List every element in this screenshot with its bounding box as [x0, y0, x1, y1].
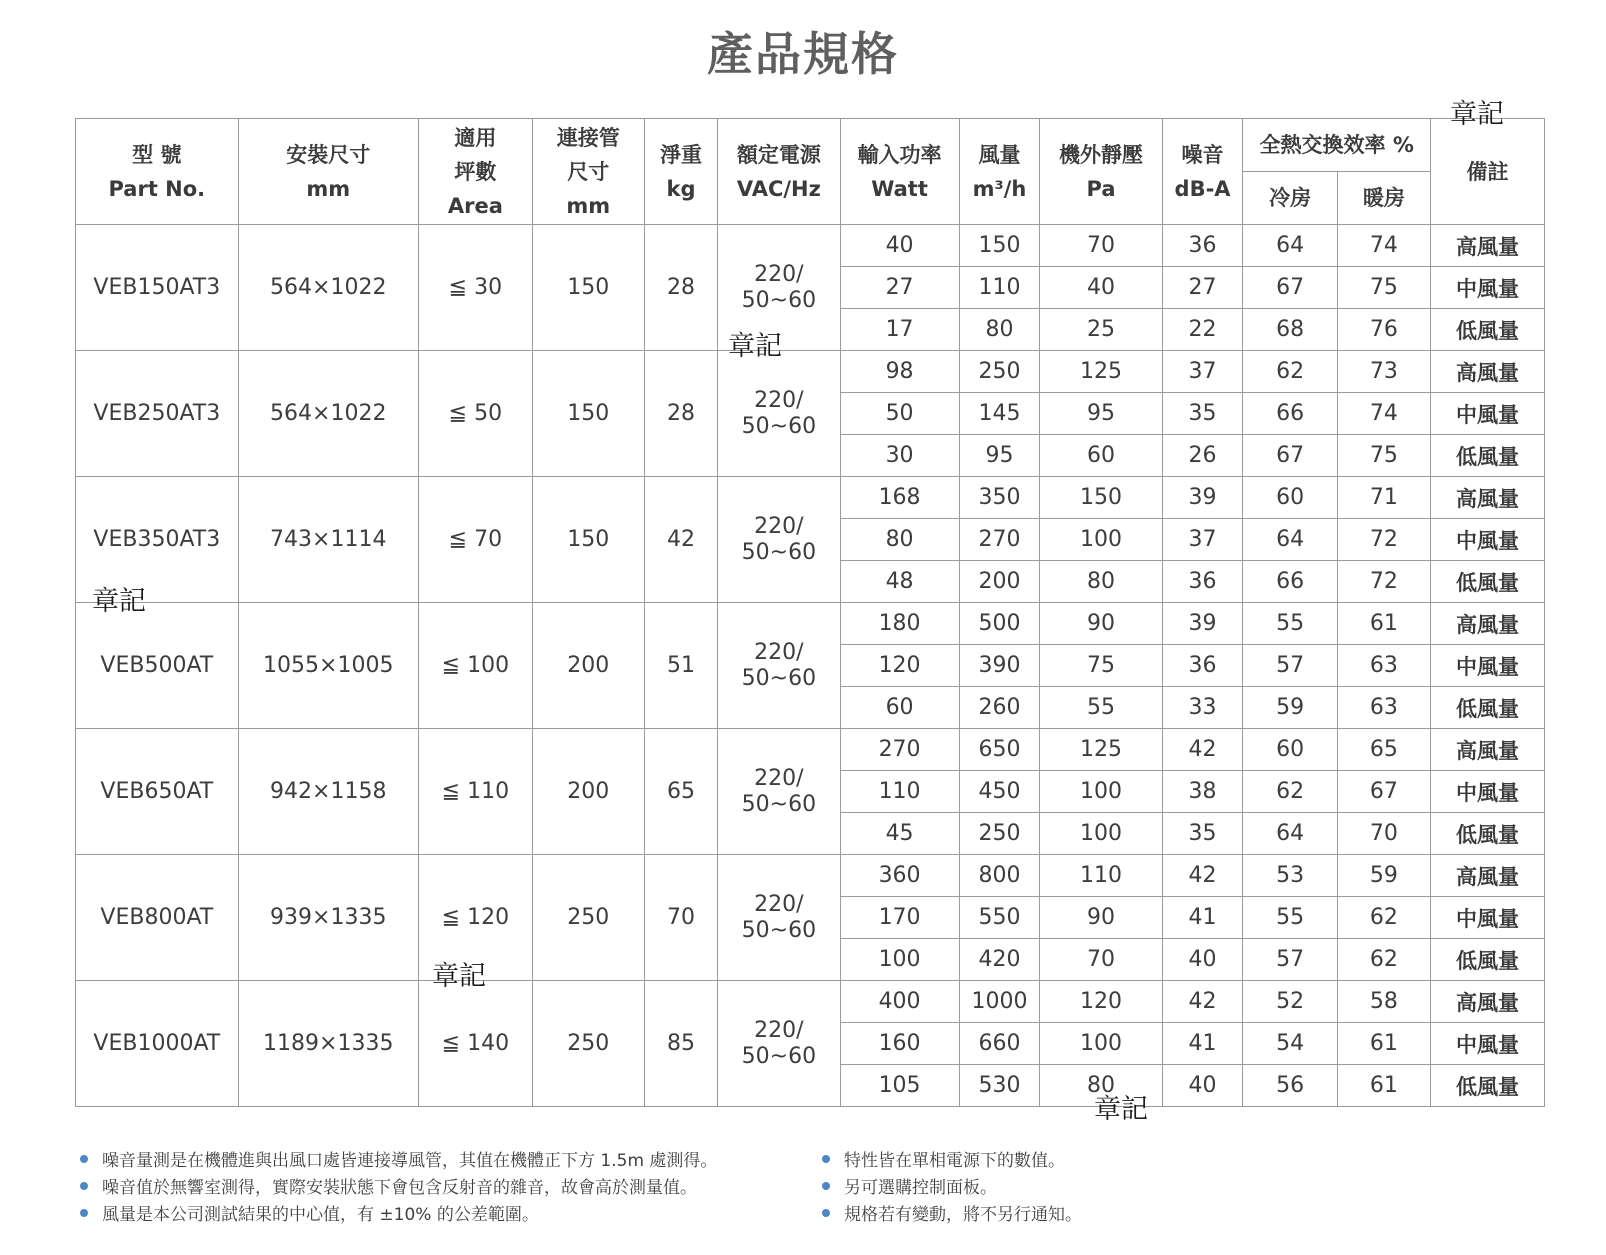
cell-remarks: 低風量	[1430, 813, 1544, 855]
cell-static-pressure: 100	[1040, 1023, 1162, 1065]
cell-cooling: 57	[1243, 939, 1337, 981]
table-row	[76, 477, 1545, 519]
table-row	[76, 225, 1545, 267]
cell-static-pressure: 125	[1040, 351, 1162, 393]
cell-power-supply	[718, 477, 840, 603]
cell-heating: 73	[1337, 351, 1430, 393]
cell-area: ≦ 50	[418, 351, 532, 477]
cell-watt: 170	[840, 897, 959, 939]
cell-noise: 26	[1162, 435, 1243, 477]
cell-noise: 42	[1162, 855, 1243, 897]
cell-size: 939×1335	[238, 855, 418, 981]
bullet-icon	[80, 1182, 88, 1190]
cell-noise: 39	[1162, 477, 1243, 519]
cell-size: 743×1114	[238, 477, 418, 603]
cell-area: ≦ 140	[418, 981, 532, 1107]
cell-remarks: 低風量	[1430, 1065, 1544, 1107]
bullet-icon	[80, 1209, 88, 1217]
bullet-icon	[80, 1155, 88, 1163]
cell-remarks: 中風量	[1430, 267, 1544, 309]
cell-watt: 110	[840, 771, 959, 813]
header-efficiency: 全熱交換效率 %	[1243, 119, 1431, 172]
cell-area: ≦ 70	[418, 477, 532, 603]
cell-watt: 98	[840, 351, 959, 393]
cell-power-supply	[718, 351, 840, 477]
cell-static-pressure: 95	[1040, 393, 1162, 435]
header-weight: 淨重 kg	[644, 119, 718, 225]
header-static-pressure: 機外靜壓 Pa	[1040, 119, 1162, 225]
bullet-icon	[822, 1209, 830, 1217]
cell-remarks: 低風量	[1430, 309, 1544, 351]
cell-heating: 59	[1337, 855, 1430, 897]
cell-airflow: 110	[959, 267, 1040, 309]
stamp-mark: 章記	[432, 961, 486, 992]
cell-remarks: 中風量	[1430, 771, 1544, 813]
cell-part-no: VEB150AT3	[76, 225, 239, 351]
cell-airflow: 260	[959, 687, 1040, 729]
cell-weight: 28	[644, 351, 718, 477]
cell-airflow: 250	[959, 813, 1040, 855]
notes-right	[822, 1148, 1082, 1229]
cell-heating: 63	[1337, 645, 1430, 687]
cell-cooling: 60	[1243, 477, 1337, 519]
cell-cooling: 64	[1243, 813, 1337, 855]
cell-heating: 62	[1337, 897, 1430, 939]
cell-cooling: 68	[1243, 309, 1337, 351]
cell-noise: 27	[1162, 267, 1243, 309]
cell-remarks: 高風量	[1430, 729, 1544, 771]
stamp-mark: 章記	[1094, 1094, 1148, 1125]
cell-airflow: 550	[959, 897, 1040, 939]
power-supply-frequency: 50~60	[741, 539, 817, 565]
cell-duct: 150	[532, 351, 644, 477]
cell-part-no: VEB350AT3	[76, 477, 239, 603]
cell-remarks: 低風量	[1430, 687, 1544, 729]
header-duct: 連接管 尺寸 mm	[532, 119, 644, 225]
header-area: 適用 坪數 Area	[418, 119, 532, 225]
cell-static-pressure: 80	[1040, 1065, 1162, 1107]
cell-heating: 72	[1337, 561, 1430, 603]
cell-noise: 39	[1162, 603, 1243, 645]
cell-noise: 41	[1162, 897, 1243, 939]
cell-airflow: 95	[959, 435, 1040, 477]
cell-cooling: 55	[1243, 603, 1337, 645]
cell-size: 564×1022	[238, 351, 418, 477]
cell-airflow: 80	[959, 309, 1040, 351]
cell-remarks: 高風量	[1430, 477, 1544, 519]
cell-size: 1055×1005	[238, 603, 418, 729]
header-input-power: 輸入功率 Watt	[840, 119, 959, 225]
bullet-icon	[822, 1155, 830, 1163]
cell-remarks: 高風量	[1430, 855, 1544, 897]
cell-part-no: VEB250AT3	[76, 351, 239, 477]
table-row	[76, 855, 1545, 897]
cell-static-pressure: 70	[1040, 939, 1162, 981]
table-row	[76, 351, 1545, 393]
cell-noise: 37	[1162, 519, 1243, 561]
cell-power-supply	[718, 729, 840, 855]
cell-heating: 70	[1337, 813, 1430, 855]
cell-heating: 63	[1337, 687, 1430, 729]
cell-static-pressure: 125	[1040, 729, 1162, 771]
cell-airflow: 500	[959, 603, 1040, 645]
cell-watt: 40	[840, 225, 959, 267]
cell-noise: 36	[1162, 225, 1243, 267]
power-supply-voltage: 220/	[754, 639, 804, 665]
table-row	[76, 603, 1545, 645]
header-airflow: 風量 m³/h	[959, 119, 1040, 225]
cell-noise: 36	[1162, 645, 1243, 687]
cell-duct: 150	[532, 477, 644, 603]
cell-duct: 200	[532, 729, 644, 855]
cell-watt: 160	[840, 1023, 959, 1065]
cell-cooling: 67	[1243, 267, 1337, 309]
page-title: 產品規格	[707, 27, 899, 81]
cell-power-supply	[718, 981, 840, 1107]
cell-remarks: 中風量	[1430, 645, 1544, 687]
power-supply-voltage: 220/	[754, 891, 804, 917]
cell-power-supply	[718, 603, 840, 729]
cell-airflow: 250	[959, 351, 1040, 393]
cell-cooling: 67	[1243, 435, 1337, 477]
header-size: 安裝尺寸 mm	[238, 119, 418, 225]
cell-cooling: 62	[1243, 351, 1337, 393]
cell-watt: 45	[840, 813, 959, 855]
cell-duct: 200	[532, 603, 644, 729]
cell-static-pressure: 25	[1040, 309, 1162, 351]
power-supply-voltage: 220/	[754, 261, 804, 287]
cell-static-pressure: 55	[1040, 687, 1162, 729]
cell-watt: 168	[840, 477, 959, 519]
cell-part-no: VEB650AT	[76, 729, 239, 855]
cell-watt: 50	[840, 393, 959, 435]
cell-remarks: 高風量	[1430, 603, 1544, 645]
notes-left	[80, 1148, 717, 1229]
power-supply-frequency: 50~60	[741, 413, 817, 439]
cell-noise: 35	[1162, 813, 1243, 855]
cell-remarks: 高風量	[1430, 981, 1544, 1023]
power-supply-voltage: 220/	[754, 765, 804, 791]
note-item: 噪音量測是在機體進與出風口處皆連接導風管，其值在機體正下方 1.5m 處測得。	[80, 1148, 717, 1175]
cell-airflow: 1000	[959, 981, 1040, 1023]
cell-noise: 42	[1162, 729, 1243, 771]
cell-heating: 58	[1337, 981, 1430, 1023]
cell-noise: 41	[1162, 1023, 1243, 1065]
note-item: 另可選購控制面板。	[822, 1175, 1082, 1202]
cell-airflow: 145	[959, 393, 1040, 435]
power-supply-voltage: 220/	[754, 1017, 804, 1043]
cell-static-pressure: 60	[1040, 435, 1162, 477]
header-power-supply: 額定電源 VAC/Hz	[718, 119, 840, 225]
cell-weight: 85	[644, 981, 718, 1107]
stamp-mark: 章記	[1450, 99, 1504, 130]
cell-watt: 48	[840, 561, 959, 603]
cell-remarks: 高風量	[1430, 351, 1544, 393]
cell-size: 1189×1335	[238, 981, 418, 1107]
note-item: 噪音值於無響室測得，實際安裝狀態下會包含反射音的雜音，故會高於測量值。	[80, 1175, 717, 1202]
cell-static-pressure: 110	[1040, 855, 1162, 897]
cell-remarks: 低風量	[1430, 561, 1544, 603]
cell-noise: 22	[1162, 309, 1243, 351]
cell-cooling: 66	[1243, 393, 1337, 435]
cell-heating: 71	[1337, 477, 1430, 519]
cell-cooling: 57	[1243, 645, 1337, 687]
power-supply-frequency: 50~60	[741, 917, 817, 943]
cell-watt: 80	[840, 519, 959, 561]
power-supply-voltage: 220/	[754, 513, 804, 539]
cell-airflow: 450	[959, 771, 1040, 813]
cell-duct: 150	[532, 225, 644, 351]
cell-static-pressure: 100	[1040, 519, 1162, 561]
cell-heating: 65	[1337, 729, 1430, 771]
cell-static-pressure: 40	[1040, 267, 1162, 309]
power-supply-frequency: 50~60	[741, 287, 817, 313]
note-item: 風量是本公司測試結果的中心值，有 ±10% 的公差範圍。	[80, 1202, 717, 1229]
power-supply-voltage: 220/	[754, 387, 804, 413]
table-row	[76, 729, 1545, 771]
power-supply-frequency: 50~60	[741, 1043, 817, 1069]
stamp-mark: 章記	[728, 331, 782, 362]
cell-cooling: 56	[1243, 1065, 1337, 1107]
cell-remarks: 中風量	[1430, 1023, 1544, 1065]
cell-static-pressure: 70	[1040, 225, 1162, 267]
cell-watt: 400	[840, 981, 959, 1023]
spec-table	[75, 118, 1545, 1107]
cell-static-pressure: 100	[1040, 771, 1162, 813]
cell-weight: 42	[644, 477, 718, 603]
header-noise: 噪音 dB-A	[1162, 119, 1243, 225]
cell-watt: 120	[840, 645, 959, 687]
cell-size: 942×1158	[238, 729, 418, 855]
note-item: 規格若有變動，將不另行通知。	[822, 1202, 1082, 1229]
cell-area: ≦ 100	[418, 603, 532, 729]
cell-weight: 65	[644, 729, 718, 855]
table-row	[76, 981, 1545, 1023]
header-cooling: 冷房	[1243, 172, 1337, 225]
cell-heating: 62	[1337, 939, 1430, 981]
cell-cooling: 60	[1243, 729, 1337, 771]
cell-watt: 270	[840, 729, 959, 771]
cell-watt: 27	[840, 267, 959, 309]
cell-watt: 17	[840, 309, 959, 351]
cell-cooling: 62	[1243, 771, 1337, 813]
note-item: 特性皆在單相電源下的數值。	[822, 1148, 1082, 1175]
header-remarks: 備註	[1430, 119, 1544, 225]
cell-part-no: VEB1000AT	[76, 981, 239, 1107]
cell-airflow: 350	[959, 477, 1040, 519]
cell-static-pressure: 120	[1040, 981, 1162, 1023]
cell-airflow: 150	[959, 225, 1040, 267]
power-supply-frequency: 50~60	[741, 791, 817, 817]
cell-noise: 37	[1162, 351, 1243, 393]
cell-cooling: 66	[1243, 561, 1337, 603]
cell-cooling: 52	[1243, 981, 1337, 1023]
cell-heating: 75	[1337, 267, 1430, 309]
cell-static-pressure: 150	[1040, 477, 1162, 519]
cell-part-no: VEB500AT	[76, 603, 239, 729]
cell-watt: 360	[840, 855, 959, 897]
cell-remarks: 高風量	[1430, 225, 1544, 267]
cell-area: ≦ 120	[418, 855, 532, 981]
cell-weight: 28	[644, 225, 718, 351]
cell-static-pressure: 80	[1040, 561, 1162, 603]
cell-weight: 70	[644, 855, 718, 981]
cell-heating: 61	[1337, 1065, 1430, 1107]
cell-part-no: VEB800AT	[76, 855, 239, 981]
cell-heating: 61	[1337, 603, 1430, 645]
cell-airflow: 200	[959, 561, 1040, 603]
cell-heating: 61	[1337, 1023, 1430, 1065]
bullet-icon	[822, 1182, 830, 1190]
cell-static-pressure: 100	[1040, 813, 1162, 855]
cell-duct: 250	[532, 855, 644, 981]
cell-noise: 36	[1162, 561, 1243, 603]
cell-noise: 38	[1162, 771, 1243, 813]
cell-cooling: 64	[1243, 519, 1337, 561]
cell-cooling: 53	[1243, 855, 1337, 897]
cell-remarks: 中風量	[1430, 897, 1544, 939]
power-supply-frequency: 50~60	[741, 665, 817, 691]
cell-static-pressure: 75	[1040, 645, 1162, 687]
cell-noise: 40	[1162, 1065, 1243, 1107]
cell-airflow: 800	[959, 855, 1040, 897]
cell-heating: 76	[1337, 309, 1430, 351]
cell-remarks: 中風量	[1430, 393, 1544, 435]
cell-noise: 33	[1162, 687, 1243, 729]
cell-watt: 105	[840, 1065, 959, 1107]
cell-watt: 60	[840, 687, 959, 729]
cell-remarks: 中風量	[1430, 519, 1544, 561]
cell-heating: 74	[1337, 225, 1430, 267]
cell-remarks: 低風量	[1430, 435, 1544, 477]
cell-remarks: 低風量	[1430, 939, 1544, 981]
cell-weight: 51	[644, 603, 718, 729]
cell-noise: 35	[1162, 393, 1243, 435]
cell-duct: 250	[532, 981, 644, 1107]
cell-heating: 75	[1337, 435, 1430, 477]
cell-airflow: 650	[959, 729, 1040, 771]
cell-heating: 67	[1337, 771, 1430, 813]
cell-airflow: 420	[959, 939, 1040, 981]
cell-watt: 30	[840, 435, 959, 477]
cell-area: ≦ 110	[418, 729, 532, 855]
cell-size: 564×1022	[238, 225, 418, 351]
header-heating: 暖房	[1337, 172, 1430, 225]
header-model: 型 號 Part No.	[76, 119, 239, 225]
cell-heating: 74	[1337, 393, 1430, 435]
cell-cooling: 55	[1243, 897, 1337, 939]
cell-power-supply	[718, 855, 840, 981]
stamp-mark: 章記	[92, 586, 146, 617]
cell-static-pressure: 90	[1040, 897, 1162, 939]
cell-watt: 100	[840, 939, 959, 981]
cell-area: ≦ 30	[418, 225, 532, 351]
cell-noise: 40	[1162, 939, 1243, 981]
cell-heating: 72	[1337, 519, 1430, 561]
cell-noise: 42	[1162, 981, 1243, 1023]
cell-watt: 180	[840, 603, 959, 645]
cell-airflow: 530	[959, 1065, 1040, 1107]
spec-body	[76, 225, 1545, 1107]
cell-airflow: 270	[959, 519, 1040, 561]
cell-cooling: 64	[1243, 225, 1337, 267]
cell-airflow: 390	[959, 645, 1040, 687]
cell-cooling: 59	[1243, 687, 1337, 729]
cell-airflow: 660	[959, 1023, 1040, 1065]
cell-cooling: 54	[1243, 1023, 1337, 1065]
cell-static-pressure: 90	[1040, 603, 1162, 645]
